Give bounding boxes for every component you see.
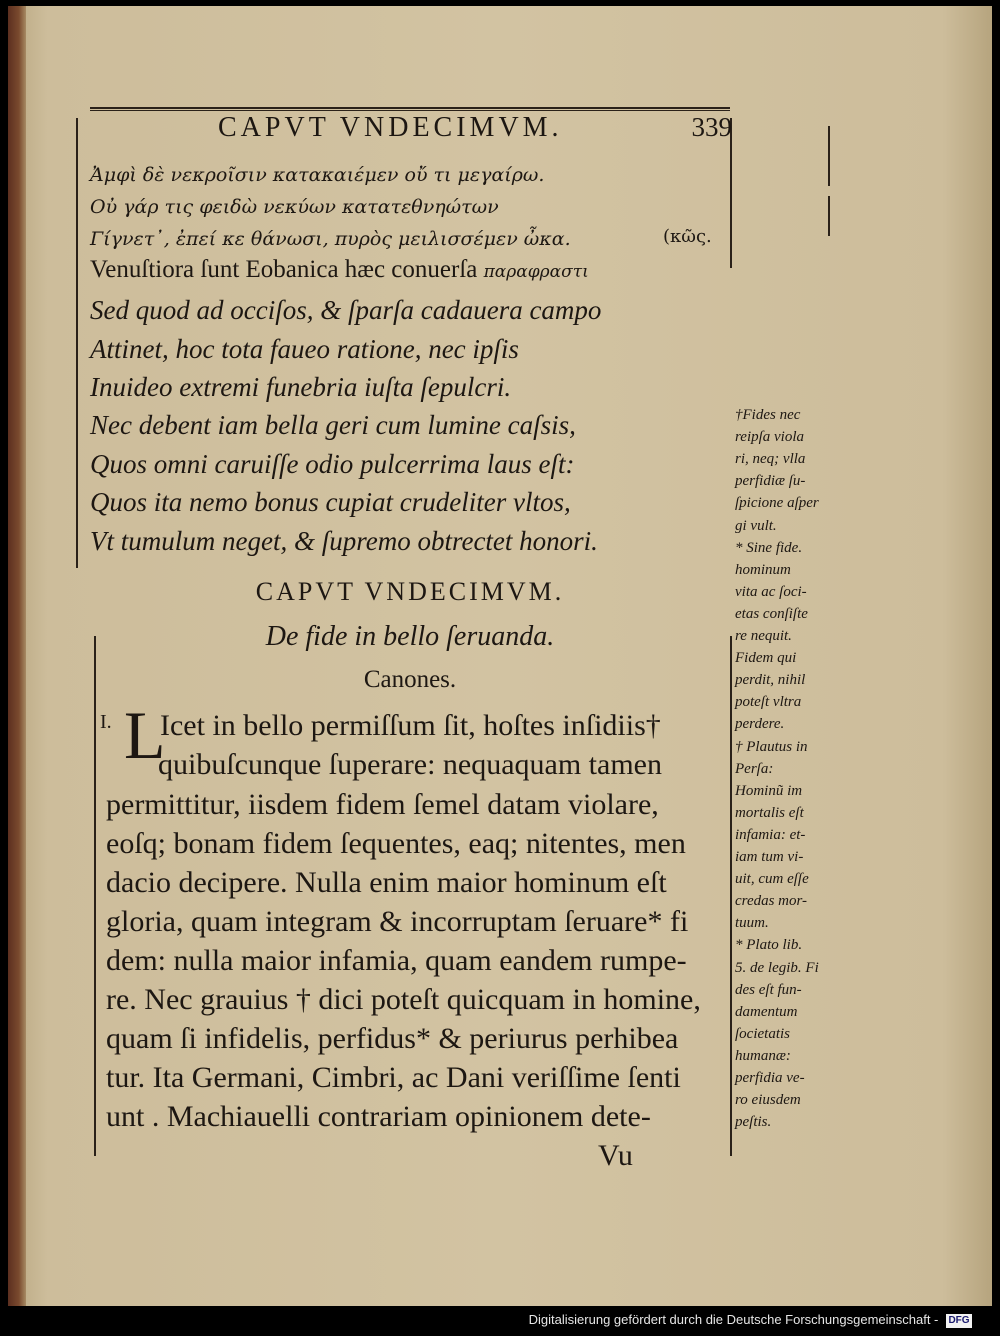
marginal-note-line: †Fides nec — [735, 407, 801, 423]
latin-verse-line: Nec debent iam bella geri cum lumine caſsis, — [90, 410, 576, 440]
marginal-note-line: poteſt vltra — [735, 694, 802, 711]
latin-verse-line: Attinet, hoc tota faueo ratione, nec ipſis — [90, 334, 519, 364]
marginal-note-line: perdit, nihil — [735, 672, 806, 689]
latin-intro-text: Venuſtiora ſunt Eobanica hæc conuerſa — [90, 256, 478, 283]
book-page — [8, 6, 992, 1306]
body-line: dacio decipere. Nulla enim maior hominum eſt — [106, 866, 667, 899]
marginal-note-line: humanæ: — [735, 1047, 791, 1064]
marginal-note-line: ro eiusdem — [735, 1092, 801, 1109]
marginal-note-line: iam tum vi- — [735, 849, 804, 865]
latin-intro — [90, 256, 589, 284]
drop-capital: L — [124, 697, 166, 773]
marginal-note-line: † Plautus in — [735, 738, 808, 755]
latin-intro-greek: παραφραστι — [483, 262, 589, 282]
marginal-note-line: reipſa viola — [735, 429, 805, 446]
greek-verse-line: Ἀμφὶ δὲ νεκροῖσιν κατακαιέμεν οὔ τι μεγαίρω. — [90, 164, 545, 186]
marginal-note-line: mortalis eſt — [735, 804, 804, 821]
book-spine — [8, 6, 26, 1306]
latin-verse-line: Inuideo extremi funebria iuſta ſepulcri. — [90, 372, 512, 402]
marginal-note-line: tuum. — [735, 915, 769, 932]
page-number: 339 — [691, 112, 732, 142]
marginal-note-line: * Plato lib. — [735, 937, 803, 954]
body-line: re. Nec grauius † dici poteſt quicquam in homine, — [106, 983, 701, 1016]
marginal-note-line: credas mor- — [735, 893, 808, 910]
marginal-note-line: ri, neq; vlla — [735, 451, 806, 468]
running-title: CAPVT VNDECIMVM. — [218, 112, 563, 143]
marginal-note-line: perfidia ve- — [735, 1070, 805, 1086]
digitization-credit — [529, 1312, 972, 1328]
marginal-note-line: infamia: et- — [735, 826, 806, 843]
body-line: gloria, quam integram & incorruptam ſeruare* fi — [106, 905, 689, 938]
canon-marker: I. — [100, 711, 112, 733]
marginal-note-line: damentum — [735, 1003, 798, 1020]
marginal-note-line: 5. de legib. Fi — [735, 959, 819, 976]
body-line: permittitur, iisdem fidem ſemel datam violare, — [106, 788, 659, 821]
body-line: tur. Ita Germani, Cimbri, ac Dani veriſſime ſenti — [106, 1061, 681, 1094]
credit-text: Digitalisierung gefördert durch die Deutsche Forschungsgemeinschaft - — [528, 1312, 939, 1327]
running-header — [88, 110, 732, 150]
chapter-subtitle: De fide in bello ſeruanda. — [265, 621, 555, 652]
marginal-note-line: * Sine fide. — [735, 539, 803, 556]
marginal-note-line: uit, cum eſſe — [735, 871, 809, 888]
catchword: Vu — [598, 1139, 633, 1172]
margin-mark — [828, 196, 830, 236]
left-border-verse — [76, 118, 78, 568]
greek-tail: (κῶς. — [663, 226, 712, 247]
body-line: eoſq; bonam fidem ſequentes, eaq; nitentes, men — [106, 827, 686, 860]
body-line: quibuſcunque ſuperare: nequaquam tamen — [158, 748, 662, 781]
marginal-note-line: peſtis. — [735, 1114, 772, 1131]
left-border-body — [94, 636, 96, 1156]
marginal-note-line: perdere. — [735, 716, 785, 733]
marginal-note-line: gi vult. — [735, 517, 777, 534]
body-line: quam ſi infidelis, perfidus* & periurus perhibea — [106, 1022, 679, 1055]
marginal-note-line: etas conſiſte — [735, 605, 808, 622]
latin-verse-line: Vt tumulum neget, & ſupremo obtrectet honori. — [90, 526, 598, 556]
header-rule — [90, 107, 730, 109]
marginal-note-line: Fidem qui — [735, 650, 797, 667]
marginal-note-line: hominum — [735, 561, 791, 578]
margin-mark — [828, 126, 830, 186]
latin-verse-line: Quos omni caruiſſe odio pulcerrima laus eſt: — [90, 449, 575, 479]
right-border-body — [730, 636, 732, 1156]
greek-verse-line: Γίγνετ᾽, ἐπεί κε θάνωσι, πυρὸς μειλισσέμεν ὦκα. — [90, 228, 571, 250]
latin-verse-line: Quos ita nemo bonus cupiat crudeliter vltos, — [90, 487, 571, 517]
body-line: unt . Machiauelli contrariam opinionem dete- — [106, 1100, 651, 1133]
marginal-note-line: vita ac ſoci- — [735, 583, 807, 600]
dfg-logo-icon: DFG — [946, 1314, 972, 1328]
chapter-heading: CAPVT VNDECIMVM. — [255, 577, 565, 606]
marginal-note-line: Hominũ im — [735, 782, 803, 799]
marginal-note-line: re nequit. — [735, 628, 792, 644]
marginal-note-line: Perſa: — [735, 760, 774, 777]
marginal-note-line: ſpicione aſper — [735, 495, 819, 512]
body-line: Icet in bello permiſſum ſit, hoſtes inſidiis† — [160, 709, 661, 742]
latin-verse-line: Sed quod ad occiſos, & ſparſa cadauera campo — [90, 295, 602, 325]
marginal-note-line: ſocietatis — [735, 1025, 790, 1042]
body-line: dem: nulla maior infamia, quam eandem rumpe- — [106, 944, 687, 977]
marginal-note-line: des eſt fun- — [735, 981, 802, 998]
marginal-note-line: perfidiæ ſu- — [735, 473, 806, 490]
section-title: Canones. — [363, 666, 457, 693]
greek-verse-line: Οὐ γάρ τις φειδὼ νεκύων κατατεθνηώτων — [90, 196, 499, 218]
